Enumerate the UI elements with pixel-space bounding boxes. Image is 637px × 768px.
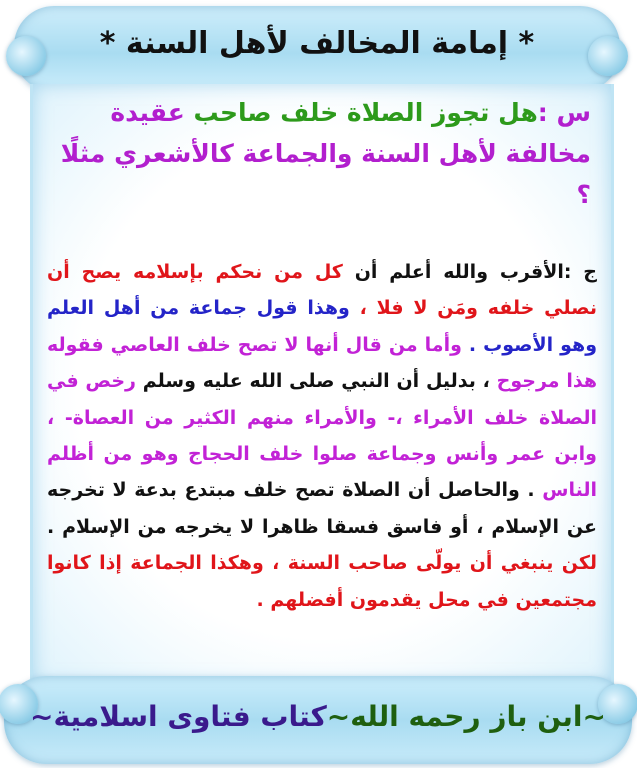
footer-author: ~ابن باز رحمه الله~ [326, 700, 606, 733]
footer-attribution [4, 700, 632, 733]
answer-segment-1: ج :الأقرب والله أعلم أن [342, 261, 597, 283]
question-part-1: هل تجوز الصلاة خلف صاحب [193, 98, 538, 127]
answer-segment-8: لكن ينبغي أن يولّى صاحب السنة ، وهكذا الجماعة إذا كانوا مجتمعين في محل يقدمون أفضلهم . [47, 552, 597, 611]
footer-source: كتاب فتاوى اسلامية~ [29, 700, 327, 733]
paper-body [30, 84, 614, 684]
question-part-2: عقيدة مخالفة لأهل السنة والجماعة كالأشعري مثلًا ؟ [60, 98, 591, 209]
footer-scroll-banner [4, 676, 632, 764]
answer-segment-6: رخص في الصلاة خلف الأمراء ،- والأمراء منهم الكثير من العصاة- ، وابن عمر وأنس وجماعة صلوا خلف الحجاج وهو من أظلم الناس [47, 370, 597, 502]
answer-segment-5: ، بدليل أن النبي صلى الله عليه وسلم [136, 370, 490, 393]
question-text [53, 92, 591, 215]
answer-segment-3: وهذا قول جماعة من أهل العلم وهو الأصوب . [47, 297, 598, 356]
answer-segment-4: وأما من قال أنها لا تصح خلف العاصي فقوله هذا مرجوح [47, 333, 597, 393]
answer-text [47, 254, 597, 618]
title-scroll-banner [14, 6, 620, 92]
answer-segment-2: كل من نحكم بإسلامه يصح أن نصلي خلفه ومَن لا فلا ، [47, 261, 597, 320]
question-prefix: س : [537, 98, 591, 127]
answer-segment-7: . والحاصل أن الصلاة تصح خلف مبتدع بدعة لا تخرجه عن الإسلام ، أو فاسق فسقا ظاهرا لا يخرجه من الإسلام . [47, 479, 597, 538]
page-title: * إمامة المخالف لأهل السنة * [99, 26, 535, 61]
